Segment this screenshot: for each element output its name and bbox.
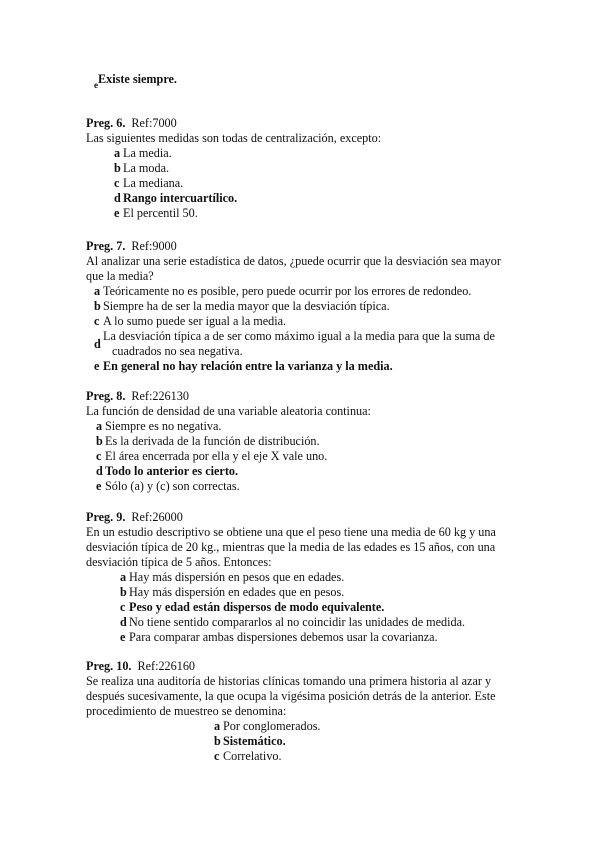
question-number: Preg. 9. <box>86 510 126 524</box>
question-header <box>86 389 516 404</box>
option-c: c La mediana. <box>114 176 184 190</box>
question-9 <box>86 510 516 645</box>
option-e: e El percentil 50. <box>114 206 198 220</box>
question-ref: Ref:9000 <box>131 239 177 253</box>
question-10 <box>86 659 516 764</box>
option-a: a La media. <box>114 146 172 160</box>
question-text-line-3: procedimiento de muestreo se denomina: <box>86 704 287 718</box>
question-text-line-3: desviación típica de 5 años. Entonces: <box>86 555 272 569</box>
question-header <box>86 510 516 525</box>
option-e: e Para comparar ambas dispersiones debemos usar la covarianza. <box>120 630 438 644</box>
option-d: d No tiene sentido compararlos al no coincidir las unidades de medida. <box>120 615 466 629</box>
option-a: a Teóricamente no es posible, pero puede ocurrir por los errores de redondeo. <box>94 284 472 298</box>
option-text: Existe siempre. <box>98 72 177 86</box>
option-b: b Es la derivada de la función de distribución. <box>96 434 320 448</box>
option-b: b La moda. <box>114 161 170 175</box>
question-text-line-2: desviación típica de 20 kg., mientras que la media de las edades es 15 años, con una <box>86 540 496 554</box>
question-header <box>86 239 516 254</box>
options-list <box>94 284 516 374</box>
question-8 <box>86 389 516 494</box>
option-d-correct: d Todo lo anterior es cierto. <box>96 464 239 478</box>
question-ref: Ref:26000 <box>131 510 183 524</box>
question-6 <box>86 116 516 221</box>
option-c: c Correlativo. <box>214 749 282 763</box>
option-b-correct: b Sistemático. <box>214 734 286 748</box>
question-7 <box>86 239 516 374</box>
question-text-line-2: después sucesivamente, la que ocupa la vigésima posición detrás de la anterior. Este <box>86 689 496 703</box>
question-header <box>86 116 516 131</box>
option-b: b Siempre ha de ser la media mayor que la desviación típica. <box>94 299 390 313</box>
question-ref: Ref:226160 <box>137 659 196 673</box>
option-e-correct: e En general no hay relación entre la varianza y la media. <box>94 359 393 373</box>
question-text-line-1: En un estudio descriptivo se obtiene una que el peso tiene una media de 60 kg y una <box>86 525 496 539</box>
question-ref: Ref:226130 <box>131 389 189 403</box>
option-d: d La desviación típica a de ser como máximo igual a la media para que la suma de cuadrados no sea negativa. <box>94 329 495 358</box>
option-letter: e <box>94 80 98 90</box>
option-a: a Hay más dispersión en pesos que en edades. <box>120 570 345 584</box>
options-list <box>114 146 516 221</box>
question-number: Preg. 7. <box>86 239 126 253</box>
question-number: Preg. 8. <box>86 389 126 403</box>
option-c-correct: c Peso y edad están dispersos de modo equivalente. <box>120 600 385 614</box>
option-c: c El área encerrada por ella y el eje X vale uno. <box>96 449 328 463</box>
options-list <box>120 570 516 645</box>
prev-question-option-e <box>94 72 177 93</box>
question-ref: Ref:7000 <box>131 116 177 130</box>
question-text: La función de densidad de una variable aleatoria continua: <box>86 404 371 418</box>
question-text-line-1: Al analizar una serie estadística de datos, ¿puede ocurrir que la desviación sea mayor <box>86 254 501 268</box>
question-number: Preg. 10. <box>86 659 132 673</box>
question-text-line-1: Se realiza una auditoría de historias clínicas tomando una primera historia al azar y <box>86 674 492 688</box>
option-c: c A lo sumo puede ser igual a la media. <box>94 314 287 328</box>
question-number: Preg. 6. <box>86 116 126 130</box>
options-list <box>96 419 516 494</box>
option-d-correct: d Rango intercuartílico. <box>114 191 238 205</box>
question-text-line-2: que la media? <box>86 269 154 283</box>
options-list <box>214 719 516 764</box>
option-a: a Siempre es no negativa. <box>96 419 222 433</box>
option-b: b Hay más dispersión en edades que en pesos. <box>120 585 345 599</box>
option-a: a Por conglomerados. <box>214 719 321 733</box>
option-e: e Sólo (a) y (c) son correctas. <box>96 479 240 493</box>
question-text: Las siguientes medidas son todas de centralización, excepto: <box>86 131 382 145</box>
question-header <box>86 659 516 674</box>
